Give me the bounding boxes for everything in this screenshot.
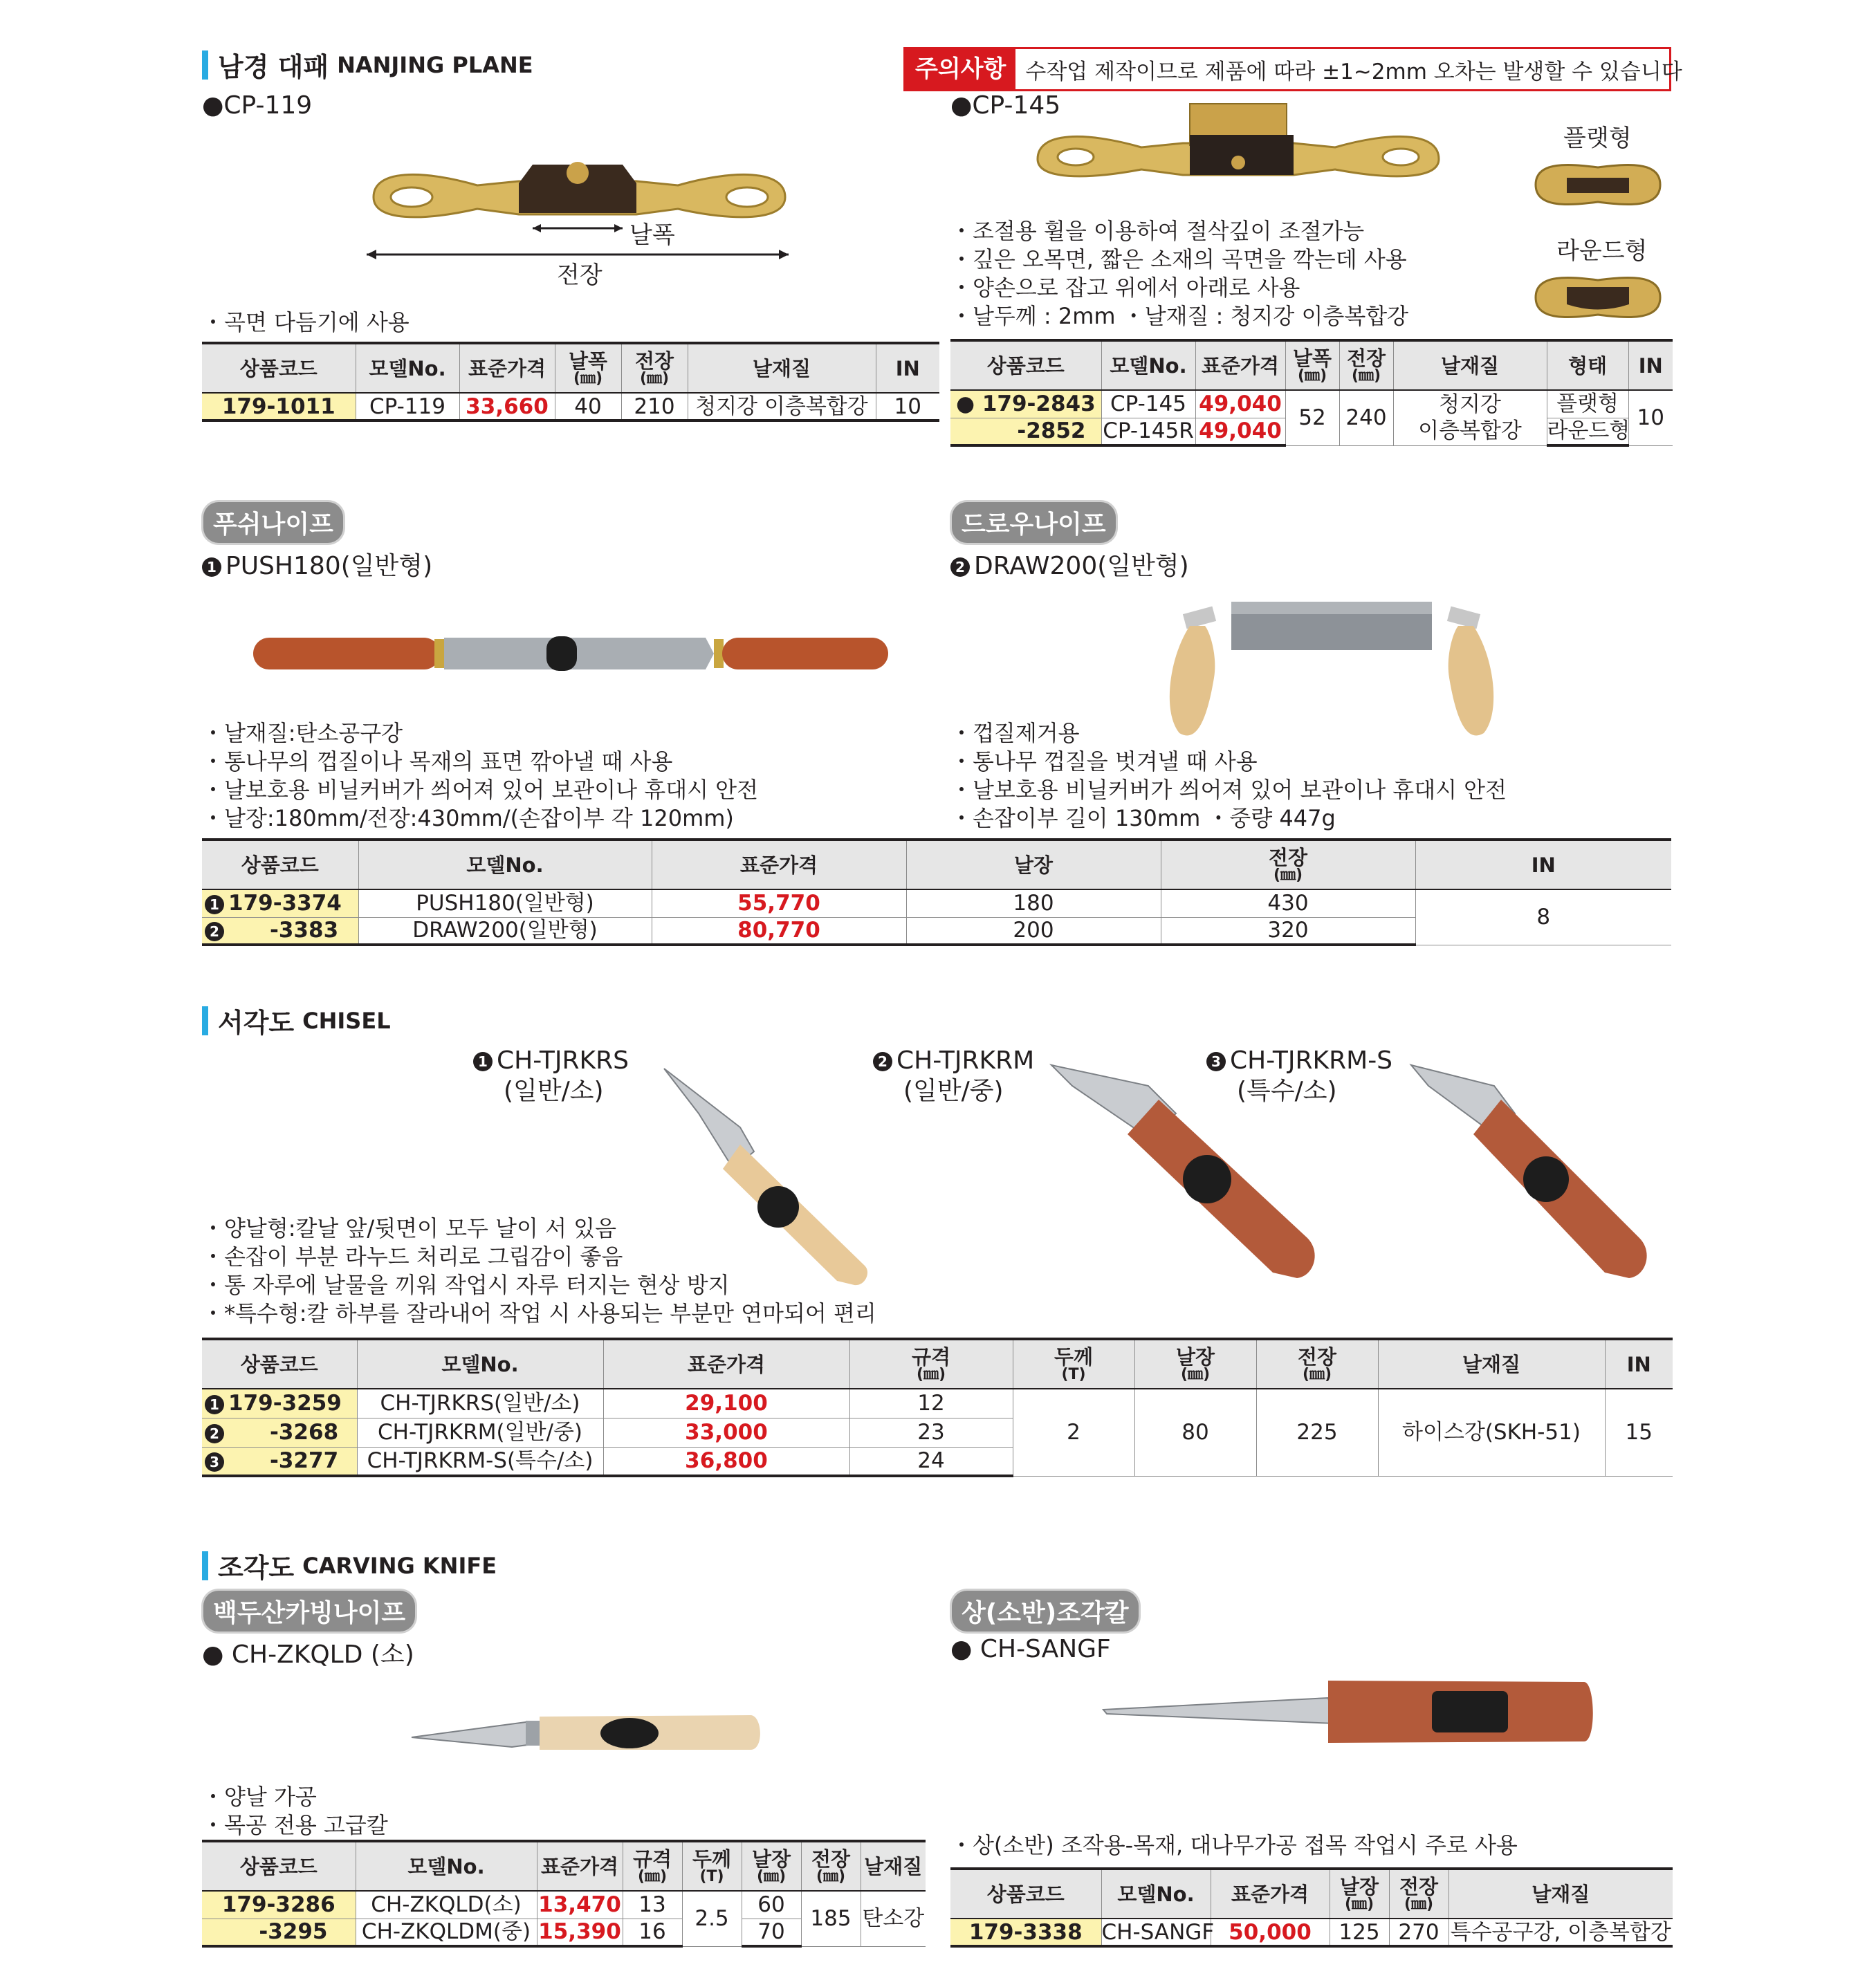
- header-spec-text: 규격: [911, 1344, 951, 1369]
- header-model: 모델No.: [1101, 1869, 1211, 1919]
- draw-model-text: DRAW200(일반형): [974, 552, 1189, 580]
- caution-label: 주의사항: [905, 49, 1015, 89]
- total-length: 225: [1256, 1389, 1378, 1476]
- header-material: 날재질: [688, 343, 876, 393]
- carving-left-spec-table: [202, 1840, 926, 1948]
- price: 36,800: [603, 1447, 849, 1476]
- inner-qty: 10: [1628, 390, 1673, 445]
- dim-total-length-label: 전장: [557, 261, 603, 289]
- header-thickness-unit: (T): [1061, 1365, 1086, 1383]
- code-text: -3277: [270, 1448, 339, 1474]
- header-price: 표준가격: [1211, 1869, 1330, 1919]
- header-spec-text: 규격: [632, 1847, 672, 1871]
- header-unit: (㎜): [756, 1867, 787, 1885]
- header-unit: (㎜): [1351, 367, 1381, 385]
- header-code: 상품코드: [202, 1339, 357, 1389]
- header-material: 날재질: [861, 1841, 926, 1891]
- header-blade: [1330, 1869, 1389, 1919]
- section-title-en: NANJING PLANE: [337, 51, 533, 78]
- header-length: [1256, 1339, 1378, 1389]
- note-line: ・날재질:탄소공구강: [202, 720, 403, 746]
- table-row: [950, 390, 1673, 418]
- accent-bar: [202, 50, 208, 80]
- carving-left-model: ● CH-ZKQLD (소): [202, 1640, 414, 1669]
- header-blade-text: 날장: [1339, 1874, 1379, 1898]
- push-knife-pill: 푸쉬나이프: [203, 502, 343, 543]
- section-title-carving: [202, 1546, 497, 1584]
- note-line: ・손잡이 부분 라누드 처리로 그립감이 좋음: [202, 1244, 623, 1270]
- total-length: 210: [621, 393, 688, 420]
- header-length: [1339, 340, 1393, 390]
- note-line: ・날두께 : 2mm ・날재질 : 청지강 이층복합강: [950, 303, 1409, 329]
- chisel-item-2-label: [873, 1046, 1034, 1107]
- number-1-icon: 1: [473, 1052, 493, 1071]
- section-title-chisel: [202, 1001, 391, 1039]
- blade-material: 특수공구강, 이층복합강: [1449, 1919, 1673, 1946]
- header-blade: [1134, 1339, 1256, 1389]
- knives-spec-table: [202, 838, 1671, 946]
- carving-right-spec-table: [950, 1867, 1673, 1948]
- model-no: CP-119: [356, 393, 459, 420]
- header-width-text: 날폭: [568, 349, 608, 373]
- header-blade: [742, 1841, 801, 1891]
- header-blade-text: 날장: [751, 1847, 791, 1871]
- total-length: 430: [1161, 889, 1415, 917]
- blade-material: [1393, 390, 1547, 445]
- note-line: ・통 자루에 날물을 끼워 작업시 자루 터지는 현상 방지: [202, 1272, 730, 1298]
- header-thickness: [1013, 1339, 1134, 1389]
- blade-length: 70: [742, 1919, 801, 1946]
- shape: 라운드형: [1547, 418, 1628, 445]
- carving-right-note: ・상(소반) 조작용-목재, 대나무가공 접목 작업시 주로 사용: [950, 1832, 1518, 1858]
- header-code: 상품코드: [202, 840, 358, 889]
- note-line: ・날보호용 비닐커버가 씌어져 있어 보관이나 휴대시 안전: [950, 777, 1507, 803]
- product-code: [202, 1418, 357, 1447]
- number-1-icon: 1: [205, 1395, 224, 1414]
- chisel-sub-text: (일반/중): [903, 1077, 1004, 1105]
- accent-bar: [202, 1551, 208, 1580]
- inner-qty: 10: [876, 393, 939, 420]
- model-no: CH-ZKQLDM(중): [356, 1919, 537, 1946]
- header-in: IN: [1415, 840, 1671, 889]
- number-2-icon: 2: [205, 922, 224, 941]
- inner-qty: 15: [1605, 1389, 1673, 1476]
- price: 33,660: [459, 393, 555, 420]
- number-2-icon: 2: [873, 1052, 892, 1071]
- push-model-text: PUSH180(일반형): [226, 552, 433, 580]
- header-length-text: 전장: [1399, 1874, 1439, 1898]
- spec: 16: [623, 1919, 682, 1946]
- header-unit: (㎜): [1297, 367, 1327, 385]
- header-unit: (㎜): [1344, 1895, 1374, 1913]
- header-length-text: 전장: [634, 349, 674, 373]
- price: 49,040: [1195, 418, 1285, 445]
- price: 50,000: [1211, 1919, 1330, 1946]
- header-model: 모델No.: [358, 840, 652, 889]
- number-3-icon: 3: [205, 1452, 224, 1472]
- model-no: CP-145R: [1101, 418, 1195, 445]
- header-material: 날재질: [1393, 340, 1547, 390]
- cp145-notes: [950, 217, 1408, 331]
- model-no: CH-SANGF: [1101, 1919, 1211, 1946]
- blade-length: 125: [1330, 1919, 1389, 1946]
- chisel-model-text: CH-TJRKRS: [497, 1046, 629, 1075]
- chisel-model-line: [473, 1046, 629, 1076]
- product-code: 179-3286: [202, 1891, 356, 1919]
- push-notes: [202, 719, 758, 833]
- product-code: ● 179-2843: [950, 390, 1101, 418]
- header-length: [621, 343, 688, 393]
- blade-material: 하이스강(SKH-51): [1378, 1389, 1605, 1476]
- note-line: ・양날형:칼날 앞/뒷면이 모두 날이 서 있음: [202, 1215, 617, 1241]
- header-thickness-unit: (T): [699, 1867, 724, 1885]
- chisel-2-image: [1045, 1058, 1349, 1300]
- material-line: 이층복합강: [1418, 418, 1522, 444]
- header-unit: (㎜): [1273, 866, 1303, 884]
- model-cp145-label: ●CP-145: [950, 91, 1061, 120]
- price: 15,390: [537, 1919, 623, 1946]
- cp119-spec-table: [202, 342, 939, 422]
- header-length: [1389, 1869, 1449, 1919]
- section-title-en: CARVING KNIFE: [302, 1552, 497, 1579]
- model-no: PUSH180(일반형): [358, 889, 652, 917]
- number-1-icon: 1: [205, 895, 224, 914]
- product-code: -2852: [950, 418, 1101, 445]
- header-length-text: 전장: [1297, 1344, 1337, 1369]
- header-length-text: 전장: [811, 1847, 851, 1871]
- cp145-spec-table: [950, 339, 1673, 447]
- product-code: 179-1011: [202, 393, 356, 420]
- carving-left-notes: [202, 1783, 388, 1840]
- cp119-plane-image: [360, 131, 802, 263]
- header-spec: [623, 1841, 682, 1891]
- chisel-model-text: CH-TJRKRM: [896, 1046, 1035, 1075]
- code-text: 179-3374: [228, 891, 342, 916]
- code-text: -3383: [270, 918, 339, 943]
- price: 49,040: [1195, 390, 1285, 418]
- chisel-sub-text: (특수/소): [1237, 1077, 1337, 1105]
- header-length: [1161, 840, 1415, 889]
- note-line: ・양손으로 잡고 위에서 아래로 사용: [950, 275, 1300, 301]
- product-code: [202, 1389, 357, 1418]
- round-type-image: [1529, 266, 1667, 329]
- header-unit: (㎜): [816, 1867, 846, 1885]
- blade-length: 180: [906, 889, 1161, 917]
- cp119-note: ・곡면 다듬기에 사용: [202, 309, 410, 335]
- model-cp119-label: ●CP-119: [202, 91, 313, 120]
- note-line: ・목공 전용 고급칼: [202, 1812, 388, 1838]
- header-width-text: 날폭: [1292, 346, 1332, 370]
- blade-length: 200: [906, 917, 1161, 945]
- carving-right-image: [1100, 1674, 1598, 1750]
- header-code: 상품코드: [950, 340, 1101, 390]
- header-in: IN: [1628, 340, 1673, 390]
- number-1-icon: 1: [202, 557, 221, 577]
- header-thickness: [682, 1841, 742, 1891]
- header-blade: 날장: [906, 840, 1161, 889]
- price: 29,100: [603, 1389, 849, 1418]
- chisel-notes: [202, 1214, 876, 1328]
- header-code: 상품코드: [202, 1841, 356, 1891]
- table-row: [202, 889, 1671, 917]
- header-unit: (㎜): [573, 369, 603, 387]
- number-3-icon: 3: [1206, 1052, 1226, 1071]
- header-blade-text: 날장: [1175, 1344, 1215, 1369]
- note-line: ・날장:180mm/전장:430mm/(손잡이부 각 120mm): [202, 805, 734, 831]
- note-line: ・조절용 휠을 이용하여 절삭깊이 조절가능: [950, 218, 1365, 244]
- header-price: 표준가격: [652, 840, 906, 889]
- carving-right-model: ● CH-SANGF: [950, 1635, 1111, 1663]
- chisel-item-1-label: [473, 1046, 629, 1107]
- price: 33,000: [603, 1418, 849, 1447]
- header-thickness-text: 두께: [692, 1847, 732, 1871]
- carving-left-pill: 백두산카빙나이프: [203, 1591, 415, 1632]
- product-code: -3295: [202, 1919, 356, 1946]
- blade-length: 60: [742, 1891, 801, 1919]
- spec: 12: [849, 1389, 1013, 1418]
- chisel-sub-text: (일반/소): [504, 1077, 604, 1105]
- price: 80,770: [652, 917, 906, 945]
- model-no: CH-TJRKRM-S(특수/소): [357, 1447, 603, 1476]
- blade-width: 40: [555, 393, 621, 420]
- table-row: [202, 1891, 926, 1919]
- header-code: 상품코드: [202, 343, 356, 393]
- header-model: 모델No.: [1101, 340, 1195, 390]
- header-in: IN: [1605, 1339, 1673, 1389]
- header-price: 표준가격: [603, 1339, 849, 1389]
- push-knife-image: [249, 622, 892, 685]
- note-line: ・양날 가공: [202, 1784, 317, 1810]
- chisel-spec-table: [202, 1338, 1673, 1477]
- section-title-ko: 남경 대패: [218, 52, 329, 82]
- section-title-en: CHISEL: [302, 1007, 391, 1034]
- code-text: -3268: [270, 1420, 339, 1445]
- spec: 13: [623, 1891, 682, 1919]
- note-line: ・*특수형:칼 하부를 잘라내어 작업 시 사용되는 부분만 연마되어 편리: [202, 1300, 876, 1327]
- product-code: [202, 1447, 357, 1476]
- header-code: 상품코드: [950, 1869, 1101, 1919]
- thickness: 2.5: [682, 1891, 742, 1946]
- note-line: ・손잡이부 길이 130mm ・중량 447g: [950, 805, 1336, 831]
- number-2-icon: 2: [950, 557, 970, 577]
- blade-material: 청지강 이층복합강: [688, 393, 876, 420]
- product-code: 179-3338: [950, 1919, 1101, 1946]
- product-code: [202, 917, 358, 945]
- dim-blade-width-label: 날폭: [629, 221, 675, 249]
- thickness: 2: [1013, 1389, 1134, 1476]
- header-unit: (㎜): [1180, 1365, 1211, 1383]
- table-row: [202, 393, 939, 420]
- section-title-ko: 서각도: [218, 1008, 295, 1038]
- header-thickness-text: 두께: [1054, 1344, 1094, 1369]
- header-material: 날재질: [1449, 1869, 1673, 1919]
- code-text: 179-3259: [228, 1391, 342, 1416]
- flat-type-image: [1529, 154, 1667, 216]
- header-price: 표준가격: [1195, 340, 1285, 390]
- header-width: [555, 343, 621, 393]
- caution-banner: [903, 47, 1682, 91]
- flat-type-label: 플랫형: [1563, 124, 1632, 152]
- header-unit: (㎜): [639, 369, 670, 387]
- blade-material: 탄소강: [861, 1891, 926, 1946]
- chisel-3-image: [1404, 1058, 1667, 1300]
- header-unit: (㎜): [916, 1365, 946, 1383]
- table-row: [202, 1389, 1673, 1418]
- product-code: [202, 889, 358, 917]
- total-length: 270: [1389, 1919, 1449, 1946]
- caution-text: 수작업 제작이므로 제품에 따라 ±1~2mm 오차는 발생할 수 있습니다: [1025, 59, 1682, 84]
- chisel-model-line: [873, 1046, 1034, 1076]
- inner-qty: 8: [1415, 889, 1671, 945]
- header-model: 모델No.: [357, 1339, 603, 1389]
- cp145-plane-image: [1031, 93, 1446, 197]
- header-price: 표준가격: [537, 1841, 623, 1891]
- total-length: 240: [1339, 390, 1393, 445]
- chisel-model-text: CH-TJRKRM-S: [1230, 1046, 1393, 1075]
- carving-right-pill: 상(소반)조각칼: [952, 1591, 1139, 1632]
- model-no: CH-ZKQLD(소): [356, 1891, 537, 1919]
- header-model: 모델No.: [356, 343, 459, 393]
- number-2-icon: 2: [205, 1424, 224, 1443]
- carving-left-image: [408, 1701, 768, 1764]
- section-title-ko: 조각도: [218, 1553, 295, 1583]
- blade-width: 52: [1285, 390, 1339, 445]
- header-model: 모델No.: [356, 1841, 537, 1891]
- model-no: CH-TJRKRM(일반/중): [357, 1418, 603, 1447]
- push-model-label: [202, 546, 432, 582]
- model-no: CH-TJRKRS(일반/소): [357, 1389, 603, 1418]
- shape: 플랫형: [1547, 390, 1628, 418]
- draw-knife-pill: 드로우나이프: [952, 502, 1116, 543]
- header-unit: (㎜): [1404, 1895, 1434, 1913]
- note-line: ・날보호용 비닐커버가 씌어져 있어 보관이나 휴대시 안전: [202, 777, 759, 803]
- spec: 24: [849, 1447, 1013, 1476]
- accent-bar: [202, 1006, 208, 1035]
- price: 55,770: [652, 889, 906, 917]
- header-shape: 형태: [1547, 340, 1628, 390]
- blade-length: 80: [1134, 1389, 1256, 1476]
- header-length-text: 전장: [1346, 346, 1386, 370]
- header-material: 날재질: [1378, 1339, 1605, 1389]
- model-no: DRAW200(일반형): [358, 917, 652, 945]
- section-title-nanjing: [202, 46, 533, 84]
- price: 13,470: [537, 1891, 623, 1919]
- table-row: [950, 1919, 1673, 1946]
- note-line: ・통나무 껍질을 벗겨낼 때 사용: [950, 748, 1258, 775]
- spec: 23: [849, 1418, 1013, 1447]
- header-unit: (㎜): [637, 1867, 668, 1885]
- model-no: CP-145: [1101, 390, 1195, 418]
- note-line: ・통나무의 껍질이나 목재의 표면 깎아낼 때 사용: [202, 748, 673, 775]
- total-length: 185: [801, 1891, 861, 1946]
- header-price: 표준가격: [459, 343, 555, 393]
- note-line: ・껍질제거용: [950, 720, 1080, 746]
- header-in: IN: [876, 343, 939, 393]
- header-unit: (㎜): [1302, 1365, 1332, 1383]
- header-width: [1285, 340, 1339, 390]
- total-length: 320: [1161, 917, 1415, 945]
- draw-notes: [950, 719, 1507, 833]
- note-line: ・깊은 오목면, 짧은 소재의 곡면을 깍는데 사용: [950, 246, 1407, 272]
- draw-model-label: [950, 546, 1189, 582]
- material-line: 청지강: [1439, 392, 1501, 418]
- header-length: [801, 1841, 861, 1891]
- header-length-text: 전장: [1268, 845, 1308, 869]
- round-type-label: 라운드형: [1556, 237, 1648, 265]
- header-spec: [849, 1339, 1013, 1389]
